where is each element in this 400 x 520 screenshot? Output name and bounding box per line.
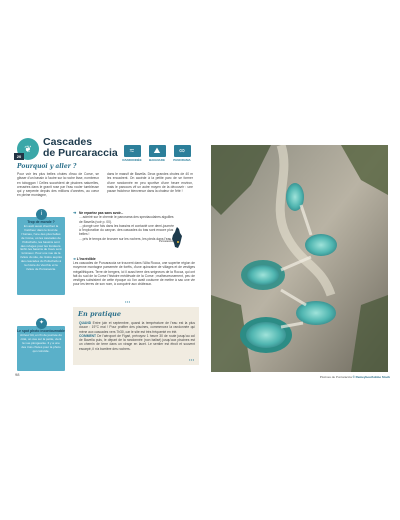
sidebar — [17, 213, 65, 381]
list-item: ... admiré sur le chemin le panorama des spectaculaires aiguilles de Bavella (voir p. 00). — [79, 215, 174, 224]
canyon-icon: ⛰ BAIGNADE — [148, 146, 165, 162]
binoculars-icon: ∞ PANORAMA — [173, 146, 191, 162]
tip-card-crowd — [17, 211, 65, 295]
access-section — [73, 257, 195, 287]
access-heading: ➜ L'incrédible — [73, 257, 96, 261]
tip-title: Trop de monde ? — [27, 220, 55, 224]
book-spread — [15, 135, 392, 385]
chapter-number: 20 — [14, 153, 24, 160]
photo-caption: Piscines de Purcaraccia © Remeybeu/Adobe Stock — [319, 375, 390, 379]
access-text: Les cascades de Purcaraccia se trouvent dans l'Alta Rocca, une superbe région de moyenne montagne parsemée de forêts, d'une quinzaine de villages et de vestiges mégalithiques. Terre de bergers, ici il aussi terre des seigneurs de la Rocca, qui ont fait du sud de la Corse l'histoire médiévale de la Corse ; malheureusement, peu de vestiges subsistent de cette époque où l'on avait coutume de mettre à sac une vie pour les terres de son nom, à conquérir aux châteaux. — [73, 261, 195, 287]
practice-heading: En pratique — [78, 310, 122, 318]
why-heading: Pourquoi y aller ? — [17, 163, 77, 170]
aerial-pools-image — [211, 145, 388, 372]
practice-box — [73, 307, 199, 365]
page-header — [15, 136, 195, 162]
separator-dots: ••• — [125, 299, 131, 304]
info-icon: i — [36, 209, 47, 220]
tip-text: Arrivez tôt, en fin de journée du côté, on vue sur la petite, vient la vue plongeante. Il y a une des trois chutes pour la photo qui coïncide. — [20, 333, 62, 353]
leaf-icon: ❦ — [17, 138, 39, 160]
practice-text — [79, 321, 195, 351]
swimmer-icon: ≈ RANDONNÉE — [122, 146, 142, 162]
map-label: Purcaraccia — [159, 240, 173, 243]
waterfall-photo — [211, 145, 388, 372]
arrow-icon: ➜ — [73, 210, 77, 215]
why-text-col2: dans le massif de Bavella. Deux grandes chutes de 40 m les encadrent. On accède à la petite parc de se former d'une randonnée en peu sportive d'une heure environ, mais le parcours vif un autre moyen de la découvrir : une pause fraîcheur bienvenue dans la chaleur de l'été ! — [107, 172, 193, 194]
left-page — [15, 135, 200, 385]
separator-dots: ••• — [189, 357, 195, 362]
practice-paragraph: COMMENT De l'aéroport de Figari, prévoyez 1 heure 30 de route jusqu'au col de Bavella puis, le départ de la randonnée (non balisé) jusqu'aux piscines est un chemin de terre dans un virage en lacet. Le sentier est étroit et souvent escarpé, il n'a barrière des rochers. — [79, 333, 195, 351]
tip-card-photo — [17, 320, 65, 371]
page-title: Cascades de Purcaraccia — [43, 136, 118, 159]
category-icons — [122, 145, 200, 173]
tip-text: En août aussi cherchez la fraîcheur dans le fond de l'Asinau, l'une des plus belles de Corse, où les cascades de Polischellu, les bassins sont des refuges pour les fondeurs. Enfin les bassins de Cavu sont lumineux. Pour une vue de la rivière du site, de rivière auprès des cascades du Polischellu à la rivière du Vecchiu et la rivière de Purcaraccia. — [20, 224, 62, 271]
list-item: ... plongé une fois dans les bassins et contacté une demi-journée à l'exploration du canyon. des cascades du bas sont encore plus belles ! — [79, 223, 174, 237]
corsica-map-icon — [171, 227, 183, 249]
star-icon: ✦ — [36, 318, 47, 329]
why-text-col1: Pour voir les plus belles chutes d'eau de Corse, se glisser d'un bassin à l'autre sur la roche lisse, nombreux en toboggan ! Celles succèdent de piscines naturelles, creusées dans le granit rose par l'eau rouler tumbleuse qui y serpente depuis des millions d'années, au cœur en pleine montagne, — [17, 172, 99, 198]
practice-paragraph: QUAND Entre juin et septembre, quand la température de l'eau est la plus douce : 19°C mai ! Pour profiter des piscines, commencez la randonnée qui mène aux cascades vers 7h30, car le site est très fréquenté en été. — [79, 321, 195, 334]
tip-title: Le spot photo incontournable — [17, 329, 65, 333]
page-number: 98 — [15, 372, 20, 377]
arrow-icon: ➜ — [73, 257, 77, 261]
quick-heading: Ne repartez pas sans avoir... — [79, 211, 124, 215]
list-item: ... pris le temps de bronzer sur les rochers, les pieds dans l'eau. — [79, 236, 173, 241]
